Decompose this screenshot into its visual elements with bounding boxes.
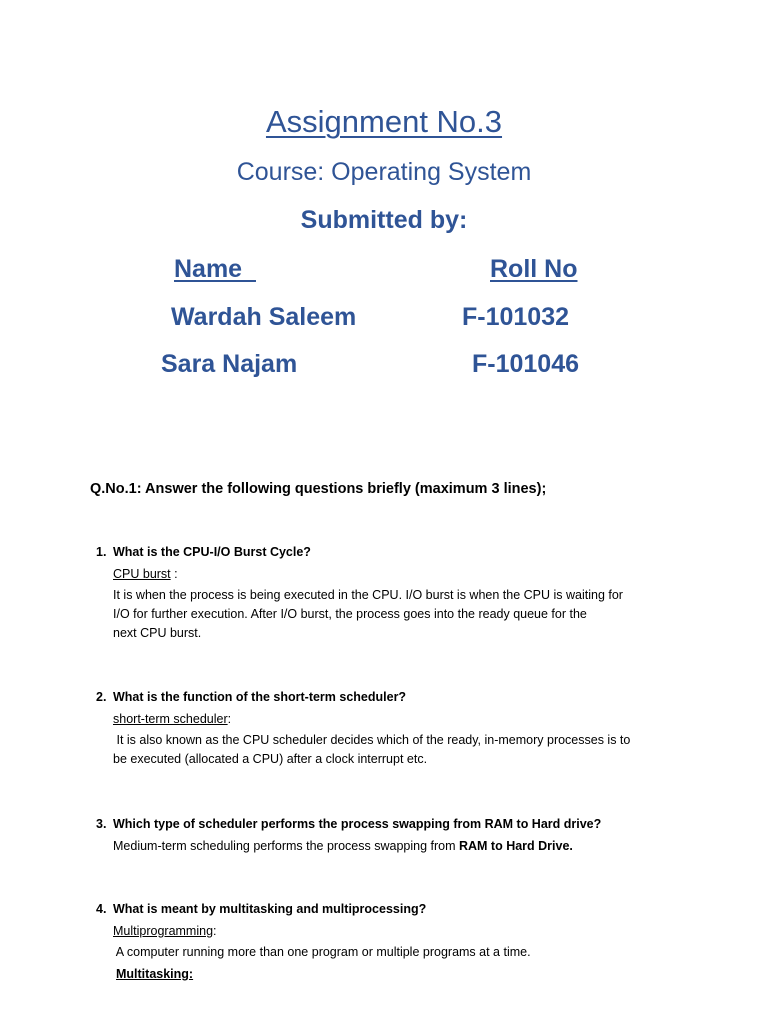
question-text: Which type of scheduler performs the process swapping from RAM to Hard drive? xyxy=(113,817,602,831)
answer-term-label: CPU burst xyxy=(113,567,171,581)
question-number: 2. xyxy=(96,690,107,704)
answer-term-suffix: : xyxy=(213,924,217,938)
answer-line: It is when the process is being executed in the CPU. I/O burst is when the CPU is waiting for xyxy=(113,588,623,602)
answer-line: next CPU burst. xyxy=(113,626,202,640)
question-text: What is the function of the short-term scheduler? xyxy=(113,690,407,704)
answer-line: be executed (allocated a CPU) after a clock interrupt etc. xyxy=(113,752,428,766)
student-roll: F-101046 xyxy=(472,350,580,378)
question-number: 4. xyxy=(96,902,107,916)
submitted-by-label: Submitted by: xyxy=(300,206,468,234)
answer-emphasis: RAM to Hard Drive. xyxy=(458,839,573,853)
answer-term-suffix: : xyxy=(170,567,178,581)
answer-line: I/O for further execution. After I/O burst, the process goes into the ready queue for the xyxy=(113,607,587,621)
student-name: Wardah Saleem xyxy=(171,303,357,331)
question-number: 1. xyxy=(96,545,107,559)
name-column-header: Name xyxy=(174,255,256,283)
question-text: What is meant by multitasking and multiprocessing? xyxy=(113,902,427,916)
course-line: Course: Operating System xyxy=(236,158,532,186)
answer-term-label: Multiprogramming xyxy=(113,924,214,938)
answer-term-suffix: : xyxy=(227,712,232,726)
answer-term xyxy=(113,924,217,938)
roll-column-header: Roll No xyxy=(490,255,578,283)
answer-line xyxy=(113,839,573,853)
question-heading: Q.No.1: Answer the following questions briefly (maximum 3 lines); xyxy=(90,481,547,497)
answer-term xyxy=(116,967,193,981)
question-text: What is the CPU-I/O Burst Cycle? xyxy=(113,545,311,559)
answer-term-label: Multitasking: xyxy=(116,967,194,981)
answer-term-label: short-term scheduler xyxy=(113,712,228,726)
answer-text: Medium-term scheduling performs the process swapping from xyxy=(113,839,459,853)
answer-line: A computer running more than one program or multiple programs at a time. xyxy=(113,945,531,959)
question-number: 3. xyxy=(96,817,107,831)
assignment-title: Assignment No.3 xyxy=(265,104,503,139)
student-name: Sara Najam xyxy=(161,350,298,378)
student-roll: F-101032 xyxy=(462,303,570,331)
answer-term xyxy=(113,567,178,581)
answer-line: It is also known as the CPU scheduler decides which of the ready, in-memory processes is to xyxy=(113,733,631,747)
answer-term xyxy=(113,712,231,726)
